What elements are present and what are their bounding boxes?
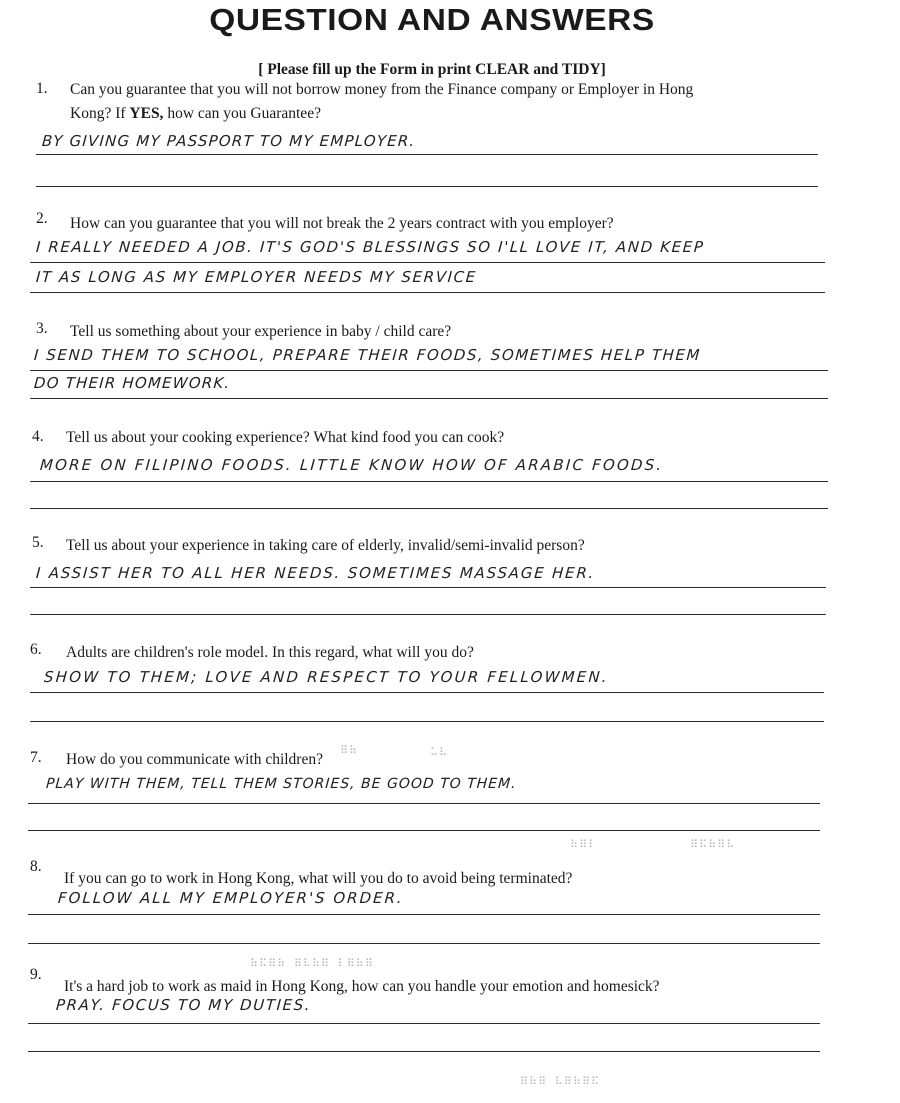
answer-field-line-1[interactable]: SHOW TO THEM; LOVE AND RESPECT TO YOUR FELLOWMEN.	[43, 668, 610, 686]
scan-noise: ⠿⠷	[340, 744, 359, 757]
answer-rule	[30, 292, 825, 293]
question-text: Tell us something about your experience in baby / child care?	[70, 323, 452, 340]
answer-field-line-1[interactable]: PLAY WITH THEM, TELL THEM STORIES, BE GOOD TO THEM.	[45, 776, 518, 792]
answer-rule	[28, 830, 820, 831]
question-text-part: how can you Guarantee?	[163, 105, 321, 122]
answer-rule	[30, 370, 828, 371]
question-text: Tell us about your cooking experience? What kind food you can cook?	[66, 429, 505, 446]
answer-rule	[30, 481, 828, 482]
scan-noise: ⠿⠯⠷⠿⠧	[690, 838, 736, 851]
question-number: 3.	[36, 320, 48, 337]
answer-rule	[28, 1023, 820, 1024]
answer-field-line-1[interactable]: PRAY. FOCUS TO MY DUTIES.	[55, 996, 312, 1014]
question-number: 7.	[30, 749, 42, 766]
answer-field-line-1[interactable]: BY GIVING MY PASSPORT TO MY EMPLOYER.	[41, 132, 417, 150]
scan-noise: ⠿⠷⠿ ⠧⠿⠷⠿⠯	[520, 1075, 601, 1088]
scan-noise: ⠷⠯⠿⠷ ⠿⠧⠷⠿ ⠇⠿⠷⠿	[250, 957, 374, 970]
question-text-part: Kong? If	[70, 105, 130, 122]
answer-rule	[28, 943, 820, 944]
question-text: It's a hard job to work as maid in Hong Kong, how can you handle your emotion and homesick?	[64, 978, 660, 995]
answer-rule	[28, 1051, 820, 1052]
question-number: 5.	[32, 534, 44, 551]
question-number: 4.	[32, 428, 44, 445]
answer-field-line-1[interactable]: I SEND THEM TO SCHOOL, PREPARE THEIR FOODS, SOMETIMES HELP THEM	[33, 346, 702, 364]
answer-field-line-1[interactable]: MORE ON FILIPINO FOODS. LITTLE KNOW HOW OF ARABIC FOODS.	[39, 456, 665, 474]
question-number: 6.	[30, 641, 42, 658]
answer-rule	[28, 914, 820, 915]
scan-noise: ⠥⠧	[430, 746, 449, 759]
scan-noise: ⠷⠿⠇	[570, 838, 598, 851]
question-number: 1.	[36, 80, 48, 97]
answer-rule	[30, 721, 824, 722]
question-number: 2.	[36, 210, 48, 227]
question-text-bold: YES,	[129, 105, 164, 122]
question-text: Tell us about your experience in taking care of elderly, invalid/semi-invalid person?	[66, 537, 585, 554]
answer-rule	[28, 803, 820, 804]
answer-field-line-1[interactable]: FOLLOW ALL MY EMPLOYER'S ORDER.	[57, 889, 405, 907]
answer-field-line-2[interactable]: DO THEIR HOMEWORK.	[33, 374, 232, 392]
question-text: How do you communicate with children?	[66, 751, 323, 768]
form-instruction: [ Please fill up the Form in print CLEAR and TIDY]	[258, 61, 606, 78]
answer-field-line-1[interactable]: I ASSIST HER TO ALL HER NEEDS. SOMETIMES MASSAGE HER.	[35, 564, 596, 582]
answer-rule	[36, 186, 818, 187]
answer-rule	[36, 154, 818, 155]
question-number: 8.	[30, 858, 42, 875]
answer-rule	[30, 398, 828, 399]
answer-rule	[30, 614, 826, 615]
answer-field-line-1[interactable]: I REALLY NEEDED A JOB. IT'S GOD'S BLESSINGS SO I'LL LOVE IT, AND KEEP	[35, 238, 706, 256]
question-text: Can you guarantee that you will not borrow money from the Finance company or Employer in Hong	[70, 81, 694, 98]
question-text-continued	[70, 104, 321, 124]
question-text: If you can go to work in Hong Kong, what will you do to avoid being terminated?	[64, 870, 573, 887]
answer-rule	[30, 262, 825, 263]
answer-rule	[30, 587, 826, 588]
answer-rule	[30, 692, 824, 693]
page-title: QUESTION AND ANSWERS	[209, 2, 655, 37]
answer-rule	[30, 508, 828, 509]
question-text: How can you guarantee that you will not break the 2 years contract with you employer?	[70, 215, 614, 232]
question-text: Adults are children's role model. In this regard, what will you do?	[66, 644, 474, 661]
answer-field-line-2[interactable]: IT AS LONG AS MY EMPLOYER NEEDS MY SERVICE	[35, 268, 478, 286]
question-number: 9.	[30, 966, 42, 983]
